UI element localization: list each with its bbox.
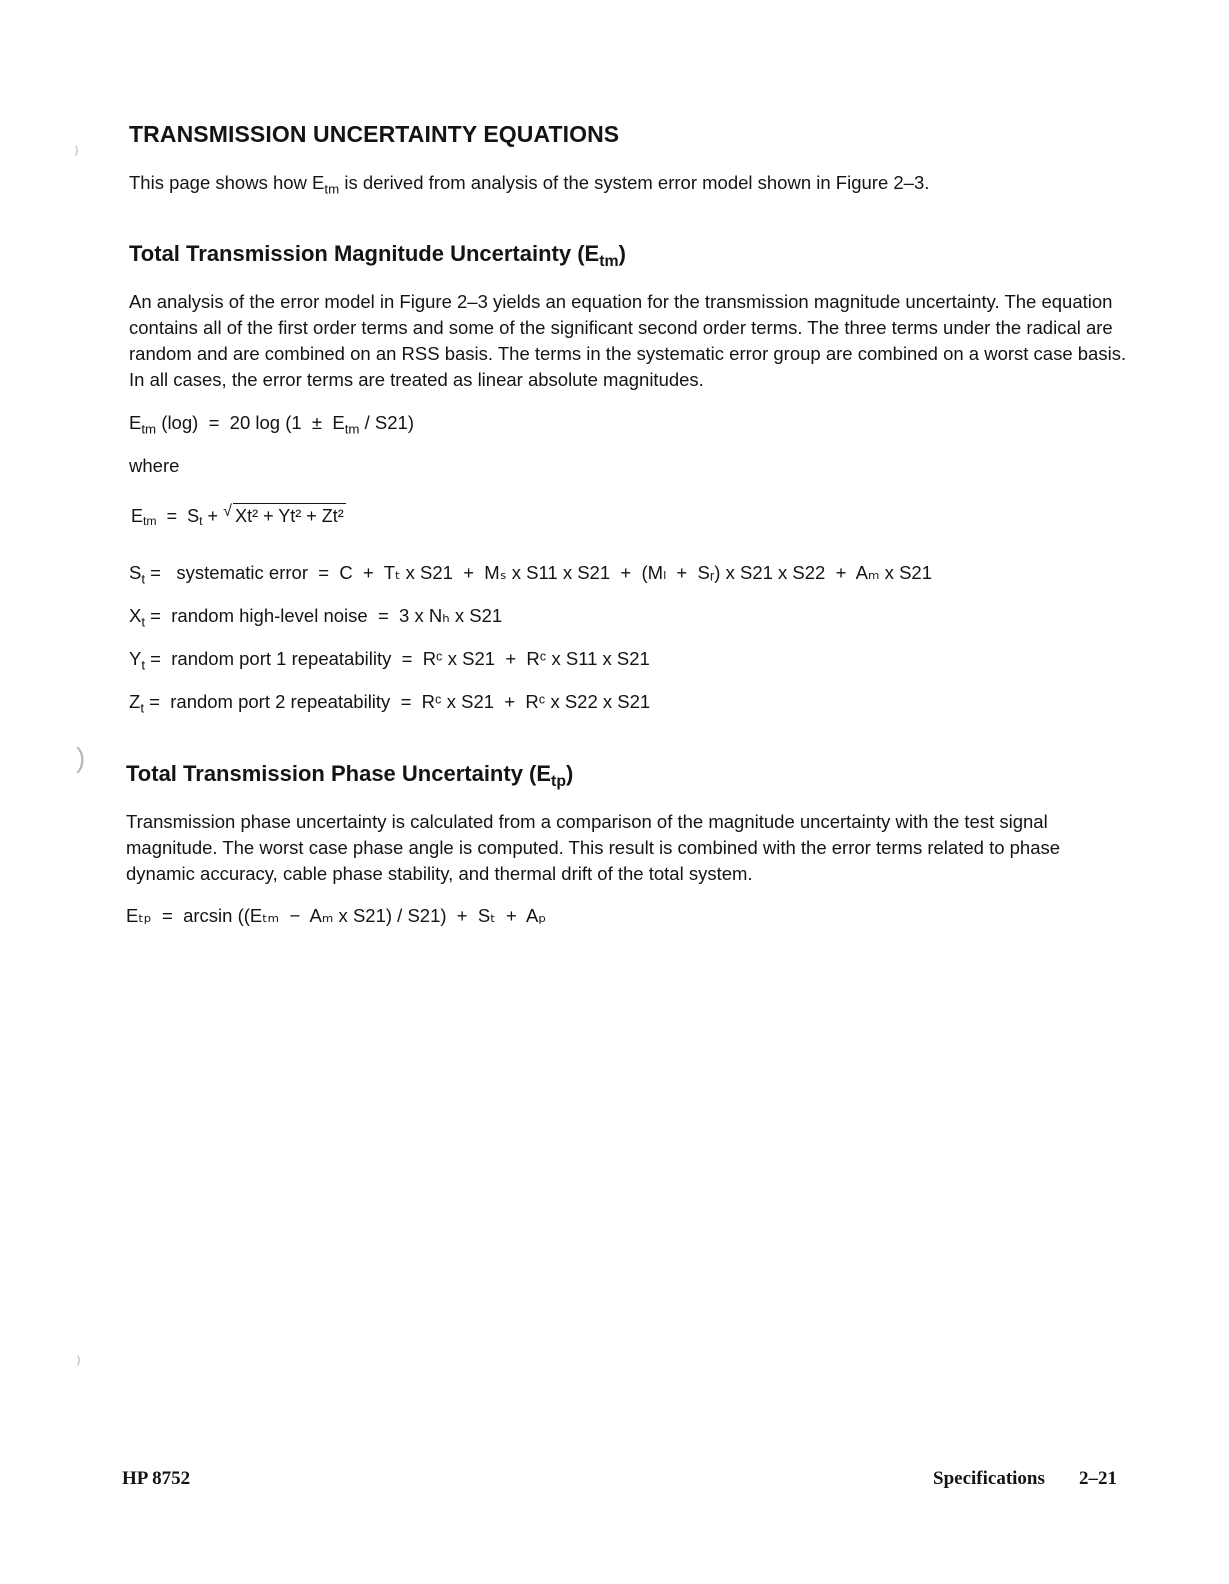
section-heading-phase: Total Transmission Phase Uncertainty $(E_{tp})$ — [126, 761, 574, 791]
term-yt: $Y_t$ = random port 1 repeatability = Rᶜ x S21 + Rᶜ x S11 x S21 — [129, 648, 650, 673]
scan-mark: ⁾ — [76, 1354, 81, 1376]
section-heading-magnitude: Total Transmission Magnitude Uncertainty $(E_{tm})$ — [129, 241, 626, 271]
footer-section: Specifications — [933, 1468, 1045, 1489]
radical: √ Xt² + Yt² + Zt² — [223, 503, 344, 526]
footer-page-number: 2–21 — [1079, 1468, 1117, 1489]
term-zt: $Z_t$ = random port 2 repeatability = Rᶜ x S21 + Rᶜ x S22 x S21 — [129, 691, 651, 716]
magnitude-paragraph: An analysis of the error model in Figure 2–3 yields an equation for the transmission magnitude uncertainty. The equation contains all of the first order terms and some of the significant second order terms. The three terms under the radical are random and are combined on an RSS basis. The terms in the systematic error group are combined on a worst case basis. In all cases, the error terms are treated as linear absolute magnitudes. — [129, 291, 1127, 390]
phase-paragraph: Transmission phase uncertainty is calculated from a comparison of the magnitude uncertainty with the test signal magnitude. The worst case phase angle is computed. This result is combined with the error terms related to phase dynamic accuracy, cable phase stability, and thermal drift of the total system. — [126, 811, 1061, 884]
term-xt: $X_t$ = random high-level noise = 3 x Nₕ x S21 — [129, 605, 503, 630]
etm-equation: Etm = St + √ Xt² + Yt² + Zt² — [131, 503, 344, 529]
intro-text: This page shows how $E_{tm}$ is derived from analysis of the system error model shown in Figure 2–3. — [129, 172, 930, 197]
page-title: TRANSMISSION UNCERTAINTY EQUATIONS — [129, 121, 620, 147]
where-label: where — [129, 455, 180, 476]
etp-equation: Eₜₚ = arcsin ((Eₜₘ − Aₘ x S21) / S21) + Sₜ + Aₚ — [126, 905, 547, 926]
scan-mark: ) — [76, 742, 86, 773]
scan-mark: ⁾ — [74, 144, 79, 166]
term-st: $S_t$ = systematic error = C + Tₜ x S21 + Mₛ x S11 x S21 + (Mₗ + Sᵣ) x S21 x S22 + Aₘ x S21 — [129, 562, 932, 587]
footer-product: HP 8752 — [122, 1468, 191, 1489]
etm-log-equation: $E_{tm}$ (log) = 20 $\log (1 \pm E_{tm} / S21)$ — [129, 412, 414, 437]
